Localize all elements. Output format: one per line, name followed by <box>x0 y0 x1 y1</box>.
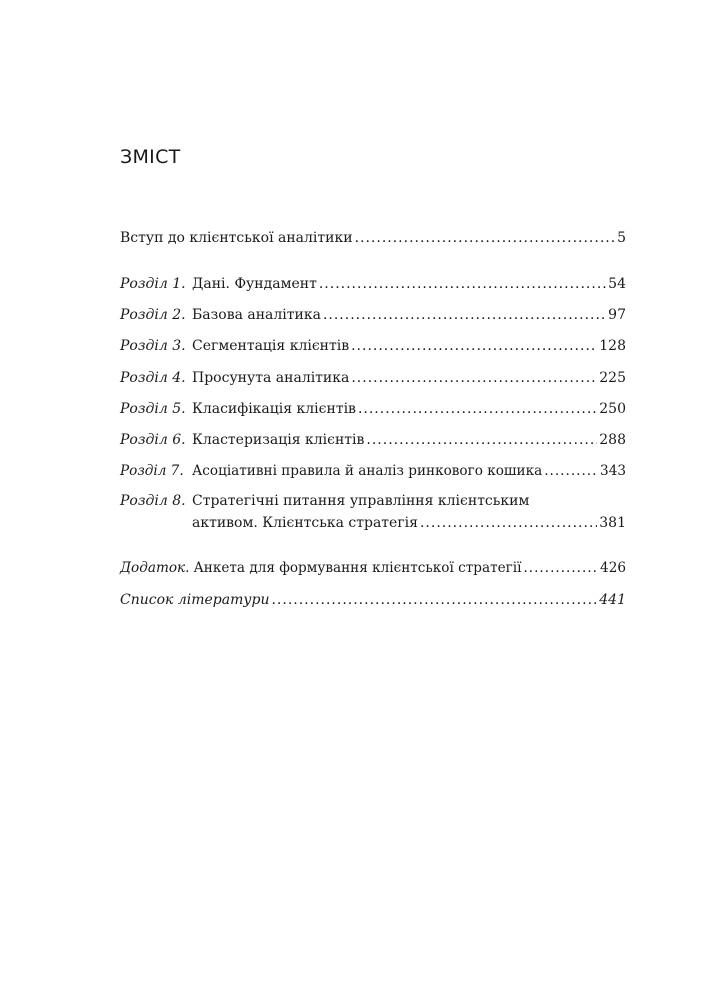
page-title: ЗМІСТ <box>120 146 181 168</box>
entry-title: Анкета для формування клієнтської стратегії <box>193 560 522 576</box>
dot-leader <box>351 368 597 388</box>
page-number: 97 <box>608 307 626 323</box>
dot-leader <box>366 430 597 450</box>
appendix-label: Додаток. <box>120 560 190 576</box>
toc-entry-chapter-8-continued[interactable] <box>192 513 626 533</box>
dot-leader <box>319 274 606 294</box>
entry-title: Список літератури <box>120 592 270 608</box>
page-number: 343 <box>600 463 626 479</box>
entry-title: Класифікація клієнтів <box>192 401 356 417</box>
dot-leader <box>271 590 597 610</box>
dot-leader <box>544 461 598 481</box>
toc-entry-chapter-2[interactable] <box>120 305 626 325</box>
entry-title: Кластеризація клієнтів <box>192 432 365 448</box>
entry-title: Сегментація клієнтів <box>192 338 350 354</box>
toc-entry-references[interactable] <box>120 590 626 610</box>
page-number: 250 <box>599 401 626 417</box>
page-number: 381 <box>599 515 626 531</box>
chapter-label: Розділ 2. <box>120 307 186 323</box>
dot-leader <box>420 513 597 533</box>
toc-entry-chapter-7[interactable] <box>120 461 626 481</box>
entry-title: Дані. Фундамент <box>192 276 317 292</box>
chapter-label: Розділ 8. <box>120 493 186 509</box>
toc-entry-chapter-3[interactable] <box>120 336 626 356</box>
toc-entry-chapter-5[interactable] <box>120 399 626 419</box>
page-number: 441 <box>599 592 626 608</box>
chapter-label: Розділ 4. <box>120 370 186 386</box>
chapter-label: Розділ 3. <box>120 338 186 354</box>
page-number: 5 <box>617 230 626 246</box>
dot-leader <box>355 228 616 248</box>
toc-entry-chapter-1[interactable] <box>120 274 626 294</box>
chapter-label: Розділ 1. <box>120 276 186 292</box>
toc-entry-chapter-4[interactable] <box>120 368 626 388</box>
page-number: 426 <box>600 560 626 576</box>
chapter-label: Розділ 5. <box>120 401 186 417</box>
page-number: 54 <box>608 276 626 292</box>
entry-title: Просунута аналітика <box>192 370 350 386</box>
toc-entry-chapter-6[interactable] <box>120 430 626 450</box>
toc-entry-chapter-8[interactable] <box>120 491 626 511</box>
entry-title: Асоціативні правила й аналіз ринкового кошика <box>192 463 543 479</box>
dot-leader <box>323 305 606 325</box>
entry-title: Вступ до клієнтської аналітики <box>120 230 353 246</box>
toc-entry-appendix[interactable] <box>120 558 626 578</box>
entry-title: Базова аналітика <box>192 307 321 323</box>
entry-title-line-2: активом. Клієнтська стратегія <box>192 515 418 531</box>
chapter-label: Розділ 7. <box>120 463 184 479</box>
entry-title-line-1: Стратегічні питання управління клієнтським <box>192 493 530 509</box>
page-number: 225 <box>599 370 626 386</box>
dot-leader <box>523 558 598 578</box>
dot-leader <box>358 399 597 419</box>
chapter-label: Розділ 6. <box>120 432 186 448</box>
page-number: 288 <box>599 432 626 448</box>
page-number: 128 <box>599 338 626 354</box>
toc-entry-intro[interactable] <box>120 228 626 248</box>
dot-leader <box>351 336 597 356</box>
